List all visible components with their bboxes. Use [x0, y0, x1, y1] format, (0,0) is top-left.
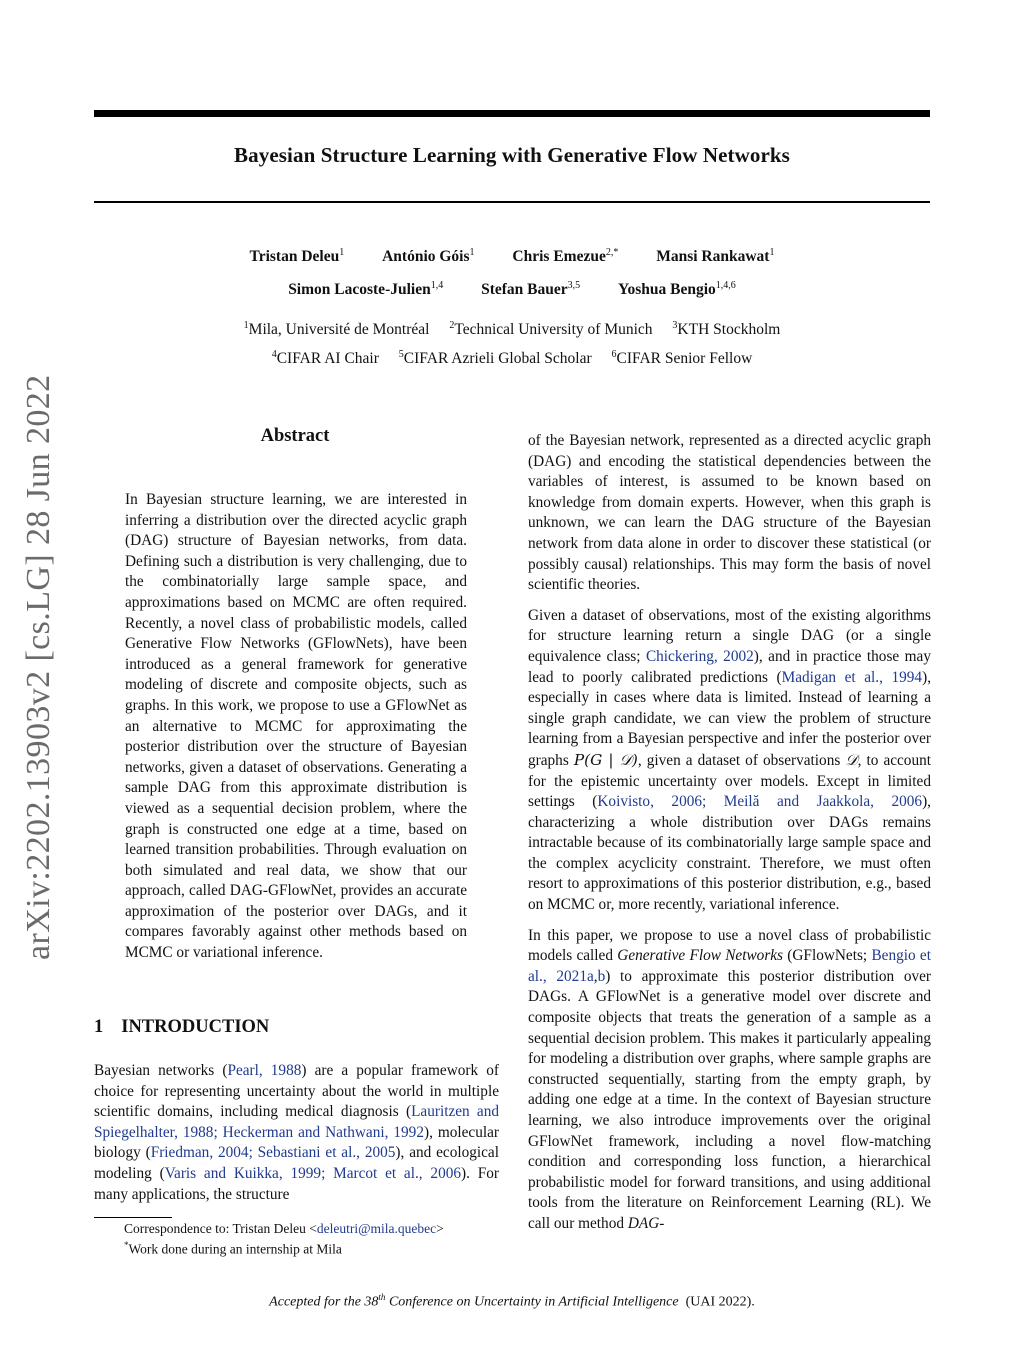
affiliation: $^3$KTH Stockholm — [672, 320, 781, 339]
footnote-rule — [94, 1217, 172, 1218]
footnote-work: *Work done during an internship at Mila — [124, 1240, 342, 1257]
intro-left-column — [94, 1061, 499, 1215]
author: António Góis$^1$ — [382, 247, 475, 266]
author: Mansi Rankawat$^1$ — [656, 247, 775, 266]
title-top-rule — [94, 110, 930, 117]
abstract-heading: Abstract — [260, 426, 330, 446]
intro-paragraph: In this paper, we propose to use a novel class of probabilistic models called Generative Flow Networks (GFlowNets; Bengio et al., 2021a,b) to approximate this posterior distribution over DAGs. A GFlowNet is a generative model over discrete and composite objects that treats the generation of a sample as a sequential decision problem. This makes it particularly appealing for modeling a distribution over graphs, where sample graphs are constructed sequentially, starting from the empty graph, by adding one edge at a time. In the context of Bayesian structure learning, we also introduce improvements over the original GFlowNet framework, including a novel flow-matching condition and corresponding loss function, a hierarchical probabilistic model for forward transitions, and using additional tools from the literature on Reinforcement Learning (RL). We call our method DAG- — [528, 926, 931, 1232]
paper-title: Bayesian Structure Learning with Generative Flow Networks — [234, 143, 790, 167]
author-row-1 — [94, 247, 930, 266]
intro-paragraph: Bayesian networks (Pearl, 1988) are a popular framework of choice for representing uncertainty about the world in multiple scientific domains, including medical diagnosis (Lauritzen and Spiegelhalter, 1988; Heckerman and Nathwani, 1992), molecular biology (Friedman, 2004; Sebastiani et al., 2005), and ecological modeling (Varis and Kuikka, 1999; Marcot et al., 2006). For many applications, the structure — [94, 1062, 500, 1203]
author: Stefan Bauer$^{3,5}$ — [481, 280, 581, 299]
intro-right-column — [528, 431, 931, 1245]
math-expression: P(G | 𝒟) — [573, 750, 638, 769]
affiliation-row-1 — [94, 320, 930, 339]
affiliation: $^5$CIFAR Azrieli Global Scholar — [398, 349, 592, 368]
affiliation: $^1$Mila, Université de Montréal — [243, 320, 430, 339]
citation-link[interactable]: b — [597, 967, 606, 985]
title-bottom-rule — [94, 201, 930, 203]
author: Tristan Deleu$^1$ — [249, 247, 345, 266]
citation-link[interactable]: Friedman, 2004; Sebastiani et al., 2005 — [150, 1144, 396, 1162]
affiliation: $^6$CIFAR Senior Fellow — [611, 349, 753, 368]
intro-paragraph: Given a dataset of observations, most of the existing algorithms for structure learning return a single DAG (or a single equivalence class; Chickering, 2002), and in practice those may lead to poorly calibrated predictions (Madigan et al., 1994), especially in cases where data is limited. Instead of learning a single graph candidate, we can view the problem of structure learning from a Bayesian perspective and infer the posterior over graphs P(G | 𝒟), given a dataset of observations 𝒟, to account for the epistemic uncertainty over models. Except in limited settings (Koivisto, 2006; Meilă and Jaakkola, 2006), characterizing a whole distribution over DAGs remains intractable because of its combinatorially large sample space and the complex acyclicity constraint. Therefore, we must often resort to approximations of this posterior distribution, e.g., based on MCMC or, more recently, variational inference. — [528, 606, 932, 914]
abstract-body — [125, 490, 467, 974]
author: Chris Emezue$^{2,*}$ — [512, 247, 619, 266]
citation-link[interactable]: Koivisto, 2006; Meilă and Jaakkola, 2006 — [597, 793, 923, 811]
intro-paragraph: of the Bayesian network, represented as a directed acyclic graph (DAG) and encoding the statistical dependencies between the variables of interest, is assumed to be known based on knowledge from domain experts. However, when this graph is unknown, we can learn the DAG structure of the Bayesian network from data alone in order to discover these statistical (or possibly causal) relationships. This may form the basis of novel scientific theories. — [528, 432, 931, 594]
author-row-2 — [94, 280, 930, 299]
affiliation: $^4$CIFAR AI Chair — [271, 349, 379, 368]
section-heading: 1 INTRODUCTION — [94, 1017, 270, 1037]
citation-link[interactable]: Lauritzen and Spiegelhalter, 1988; Heckerman and Nathwani, 1992 — [94, 1103, 500, 1141]
abstract-text: In Bayesian structure learning, we are interested in inferring a distribution over the directed acyclic graph (DAG) structure of Bayesian networks, from data. Defining such a distribution is very challenging, due to the combinatorially large sample space, and approximations based on MCMC are often required. Recently, a novel class of probabilistic models, called Generative Flow Networks (GFlowNets), have been introduced as a general framework for generative modeling of discrete and composite objects, such as graphs. In this work, we propose to use a GFlowNet as an alternative to MCMC for approximating the posterior distribution over the structure of Bayesian networks, given a dataset of observations. Generating a sample DAG from this approximate distribution is viewed as a sequential decision problem, where the graph is constructed one edge at a time, based on learned transition probabilities. Through evaluation on both simulated and real data, we show that our approach, called DAG-GFlowNet, provides an accurate approximation of the posterior over DAGs, and it compares favorably against other methods based on MCMC or variational inference. — [125, 491, 467, 962]
math-expression: 𝒟 — [845, 750, 858, 769]
author: Simon Lacoste-Julien$^{1,4}$ — [288, 280, 444, 299]
citation-link[interactable]: Madigan et al., 1994 — [781, 668, 923, 686]
author: Yoshua Bengio$^{1,4,6}$ — [618, 280, 736, 299]
citation-link[interactable]: Pearl, 1988 — [227, 1062, 302, 1079]
arxiv-side-stamp: arXiv:2202.13903v2 [cs.LG] 28 Jun 2022 — [20, 374, 57, 960]
venue-note: Accepted for the 38th Conference on Uncertainty in Artificial Intelligence (UAI 2022). — [269, 1292, 755, 1310]
footnote-correspondence: Correspondence to: Tristan Deleu <deleutri@mila.quebec> — [124, 1221, 444, 1236]
citation-link[interactable]: Chickering, 2002 — [645, 647, 754, 665]
affiliation-row-2 — [94, 349, 930, 368]
affiliation: $^2$Technical University of Munich — [449, 320, 653, 339]
email-link[interactable]: deleutri@mila.quebec — [316, 1221, 437, 1236]
citation-link[interactable]: Bengio et al., 2021a — [528, 947, 931, 985]
citation-link[interactable]: Varis and Kuikka, 1999; Marcot et al., 2006 — [164, 1164, 462, 1182]
